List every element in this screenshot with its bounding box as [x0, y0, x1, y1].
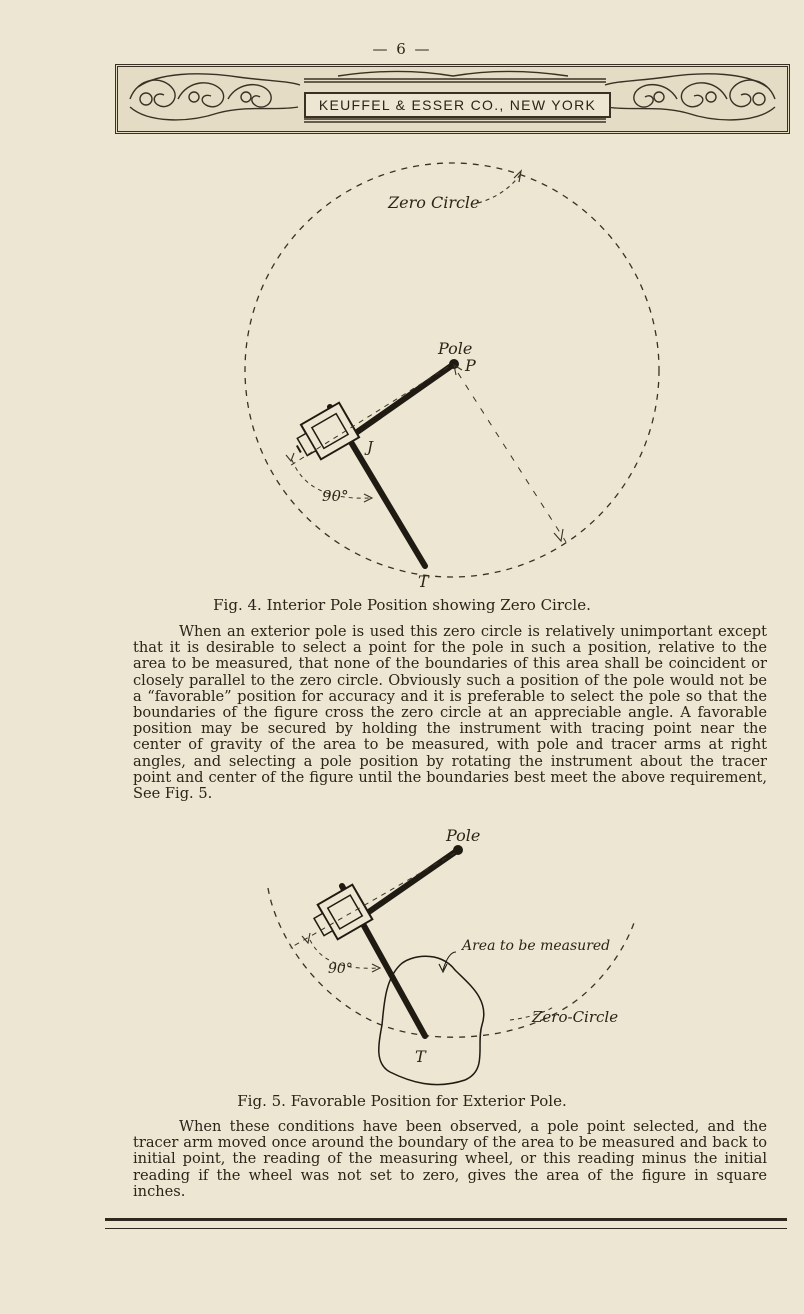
point-p-label: P [465, 356, 476, 375]
figure-5-caption: Fig. 5. Favorable Position for Exterior Pole. [237, 1092, 567, 1110]
page-number: — 6 — [372, 40, 432, 58]
pole-label: Pole [446, 826, 481, 845]
zero-circle-leader [478, 175, 520, 203]
point-t-label: T [415, 1047, 426, 1066]
pole-label: Pole [438, 339, 473, 358]
paragraph-1 [133, 624, 767, 802]
zero-circle [245, 163, 659, 577]
figure-4-diagram [230, 155, 690, 595]
bottom-rule-thick [105, 1218, 787, 1221]
carriage-icon [309, 885, 372, 945]
figure-5-diagram [250, 820, 670, 1090]
paragraph-2-text: When these conditions have been observed, a pole point selected, and the tracer arm moved once around the boundary of the area to be measured and back to initial point, the reading of the measuring wheel, or this reading minus the initial reading if the wheel was not set to zero, gives the area of the figure in square inches. [133, 1118, 767, 1200]
figure-4-caption: Fig. 4. Interior Pole Position showing Zero Circle. [213, 596, 591, 614]
zero-circle-label: Zero-Circle [532, 1008, 619, 1026]
paragraph-1-text: When an exterior pole is used this zero circle is relatively unimportant except that it is desirable to select a point for the pole in such a position, relative to the area to be measured, that none of the boundaries of this area shall be coincident or closely parallel to the zero circle. Obviously such a position of the pole would not be a “favorable” position for accuracy and it is preferable to select the pole so that the boundaries of the figure cross the zero circle at an appreciable angle. A favorable position may be secured by holding the instrument with tracing point near the center of gravity of the area to be measured, with pole and tracer arms at right angles, and selecting a pole position by rotating the instrument about the tracer point and center of the figure until the boundaries best meet the above requirement, See Fig. 5. [133, 623, 767, 803]
ornamental-header [115, 64, 790, 134]
carriage-icon [289, 403, 359, 467]
paragraph-2 [133, 1119, 767, 1200]
angle-label: 90° [322, 487, 349, 505]
angle-label: 90° [328, 961, 353, 977]
bottom-rule-thin [105, 1228, 787, 1229]
area-label: Area to be measured [462, 938, 611, 954]
point-t-label: T [418, 572, 429, 591]
point-j-label: J [367, 438, 374, 456]
zero-circle-label: Zero Circle [388, 193, 480, 212]
company-name: KEUFFEL & ESSER CO., NEW YORK [304, 92, 611, 118]
